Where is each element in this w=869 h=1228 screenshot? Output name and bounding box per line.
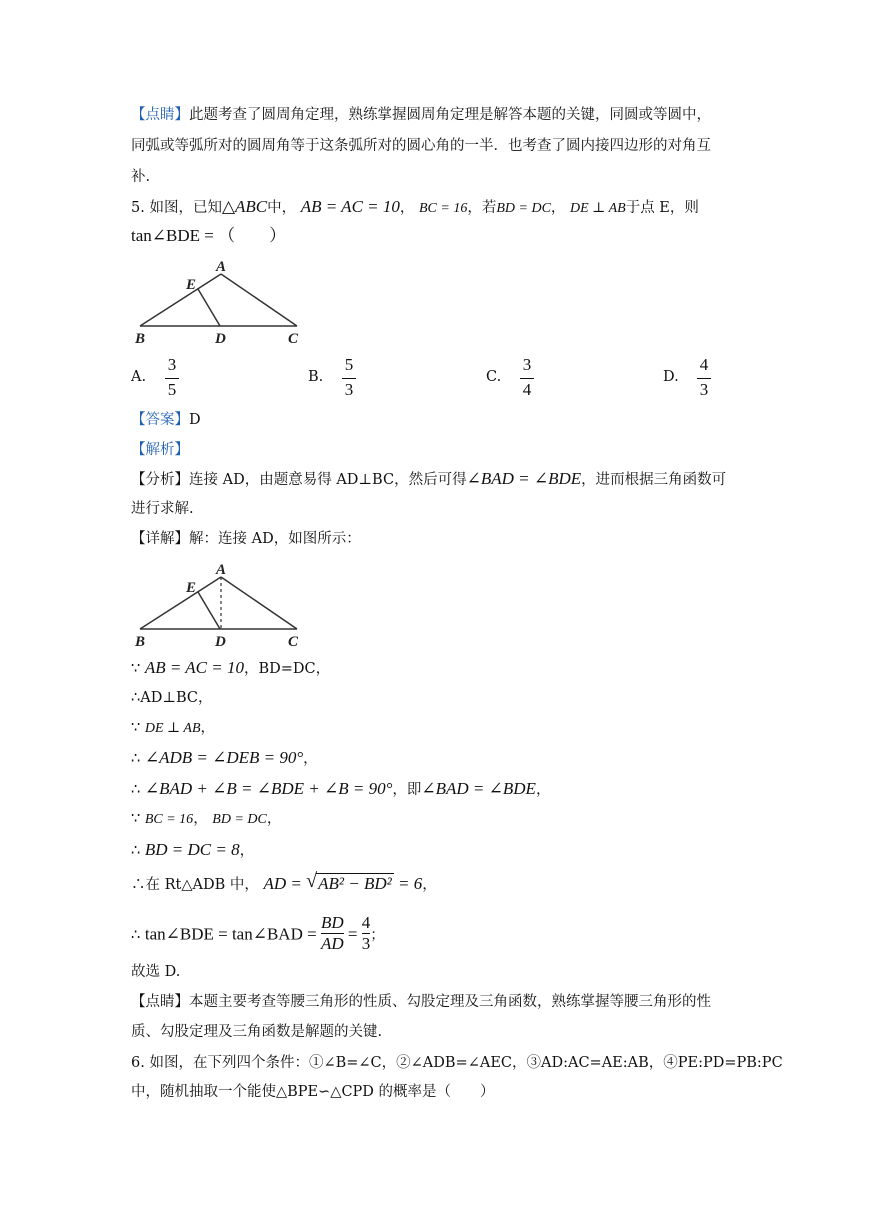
step-5-therefore: ∴ <box>131 782 145 798</box>
question-5-line-1: 5. 如图，已知△ABC中， AB = AC = 10， BC = 16，若BD = DC， DE ⊥ AB于点 E，则 <box>131 197 699 216</box>
step-9-equals: = <box>343 924 362 944</box>
step-1-tail: ，BD=DC， <box>243 661 331 677</box>
step-6-eq2: BD = DC <box>212 812 267 827</box>
step-10: 故选 D. <box>131 964 181 980</box>
step-5-ji: ，即 <box>392 782 422 798</box>
q5-ruo: ，若 <box>467 200 497 216</box>
q5-bc: BC = 16 <box>419 201 468 216</box>
note2-line-1 <box>131 991 711 1013</box>
fenxi-line-2: 进行求解. <box>131 501 194 517</box>
xiangjie-line <box>131 528 361 550</box>
option-d-den: 3 <box>699 380 709 399</box>
fraction-bd: BD <box>320 913 344 932</box>
note-line-3: 补. <box>131 169 151 185</box>
step-3 <box>131 717 215 740</box>
dianjing-tag-2: 【点睛】 <box>131 994 189 1010</box>
q5-bddc: BD = DC <box>496 201 551 216</box>
label-C: C <box>288 331 299 347</box>
step-1-eq: AB = AC = 10 <box>144 658 244 677</box>
fraction-3: 3 <box>361 934 371 953</box>
xiangjie-tag: 【详解】 <box>131 531 189 547</box>
question-6-line-2: 中，随机抽取一个能使△BPE∽△CPD 的概率是（ ） <box>131 1084 495 1100</box>
answer-value: D <box>189 412 201 428</box>
label-E-2: E <box>186 580 197 596</box>
step-3-eq: DE ⊥ AB <box>144 721 201 736</box>
option-d-num: 4 <box>699 355 709 374</box>
step-5 <box>131 778 550 801</box>
option-a-label: A. <box>131 369 147 385</box>
step-4 <box>131 747 318 770</box>
step-6-sep: ， <box>193 811 208 827</box>
step-5-eq: ∠BAD + ∠B = ∠BDE + ∠B = 90° <box>144 779 393 798</box>
step-7 <box>131 839 254 862</box>
step-6-because: ∵ <box>131 811 145 827</box>
fraction-4-3 <box>362 913 371 954</box>
sqrt-expression: √ AB² − BD² <box>306 870 392 893</box>
step-6-eq1: BC = 16 <box>144 812 194 827</box>
step-4-therefore: ∴ <box>131 751 145 767</box>
option-d-label: D. <box>663 369 679 385</box>
step-8-result: = 6 <box>393 874 423 893</box>
note2-line-2: 质、勾股定理及三角函数是解题的关键. <box>131 1024 383 1040</box>
step-4-eq: ∠ADB = ∠DEB = 90° <box>144 748 304 767</box>
step-7-therefore: ∴ <box>131 843 145 859</box>
label-E: E <box>186 277 197 293</box>
label-B: B <box>135 331 146 347</box>
q5-tan: tan∠BDE = （ ） <box>131 226 287 245</box>
fraction-4: 4 <box>361 913 371 932</box>
analysis-tag: 【解析】 <box>131 442 189 458</box>
step-8-tail: ， <box>422 877 437 893</box>
q5-prefix: 5. 如图，已知 <box>131 200 222 216</box>
fenxi-text-b: ，进而根据三角函数可 <box>581 472 727 488</box>
answer-line <box>131 409 201 431</box>
analysis-tag-line <box>131 439 189 461</box>
option-a-num: 3 <box>167 355 177 374</box>
note-line-2: 同弧或等弧所对的圆周角等于这条弧所对的圆心角的一半．也考查了圆内接四边形的对角互 <box>131 138 711 154</box>
label-D: D <box>215 331 226 347</box>
step-9-eq: tan∠BDE = tan∠BAD = <box>144 924 321 944</box>
step-9-therefore: ∴ <box>131 927 145 944</box>
step-3-tail: ， <box>200 720 216 736</box>
step-6-tail: ， <box>266 811 282 827</box>
fenxi-text-a: 连接 AD，由题意易得 AD⊥BC，然后可得 <box>189 472 467 488</box>
label-D-2: D <box>215 634 226 650</box>
label-C-2: C <box>288 634 299 650</box>
dianjing-tag-1: 【点睛】 <box>131 107 189 123</box>
triangle-figure-2 <box>131 558 311 650</box>
step-8-prefix: ∴在 Rt△ADB 中， <box>131 877 259 893</box>
answer-tag: 【答案】 <box>131 412 189 428</box>
step-9-tail: ； <box>370 927 385 944</box>
q5-abac: AB = AC = 10 <box>300 197 400 216</box>
step-3-because: ∵ <box>131 720 145 736</box>
note2-text-1: 本题主要考查等腰三角形的性质、勾股定理及三角函数，熟练掌握等腰三角形的性 <box>189 994 711 1010</box>
fraction-bd-ad <box>321 913 344 954</box>
note-text-1: 此题考查了圆周角定理，熟练掌握圆周角定理是解答本题的关键，同圆或等圆中， <box>189 107 711 123</box>
option-c-label: C. <box>486 369 502 385</box>
step-2: ∴AD⊥BC， <box>131 690 213 706</box>
step-7-eq: BD = DC = 8 <box>144 840 240 859</box>
step-5-tail: ， <box>535 782 551 798</box>
option-b-num: 5 <box>344 355 354 374</box>
question-6-line-1: 6. 如图，在下列四个条件：①∠B=∠C，②∠ADB=∠AEC，③AD:AC=AE:AB，④PE:PD=PB:PC <box>131 1055 783 1071</box>
step-1 <box>131 657 330 680</box>
step-4-tail: ， <box>303 751 318 767</box>
sqrt-radicand: AB² − BD² <box>318 874 392 893</box>
label-A: A <box>216 259 227 275</box>
note-line-1 <box>131 104 711 126</box>
label-B-2: B <box>135 634 146 650</box>
fenxi-eq: ∠BAD = ∠BDE <box>466 469 582 488</box>
q5-triangle: △ABC <box>221 197 268 216</box>
label-A-2: A <box>216 562 227 578</box>
q5-de-perp: DE ⊥ AB <box>570 201 626 216</box>
step-1-because: ∵ <box>131 661 145 677</box>
option-a-den: 5 <box>167 380 177 399</box>
fenxi-tag: 【分析】 <box>131 472 189 488</box>
q5-zh: 中， <box>267 200 297 216</box>
step-8 <box>131 870 437 896</box>
triangle-figure-1 <box>131 255 311 347</box>
step-6 <box>131 808 281 831</box>
option-c-den: 4 <box>522 380 532 399</box>
step-8-eq: AD = <box>263 874 307 893</box>
option-b-den: 3 <box>344 380 354 399</box>
fenxi-line-1 <box>131 468 726 491</box>
step-9 <box>131 915 385 956</box>
option-b-label: B. <box>308 369 324 385</box>
q5-tail: 于点 E，则 <box>625 200 699 216</box>
fraction-ad: AD <box>320 934 344 953</box>
step-7-tail: ， <box>239 843 255 859</box>
question-5-line-2 <box>131 225 286 248</box>
option-c-num: 3 <box>522 355 532 374</box>
step-5-eq2: ∠BAD = ∠BDE <box>421 779 536 798</box>
xiangjie-text: 解：连接 AD，如图所示： <box>189 531 361 547</box>
